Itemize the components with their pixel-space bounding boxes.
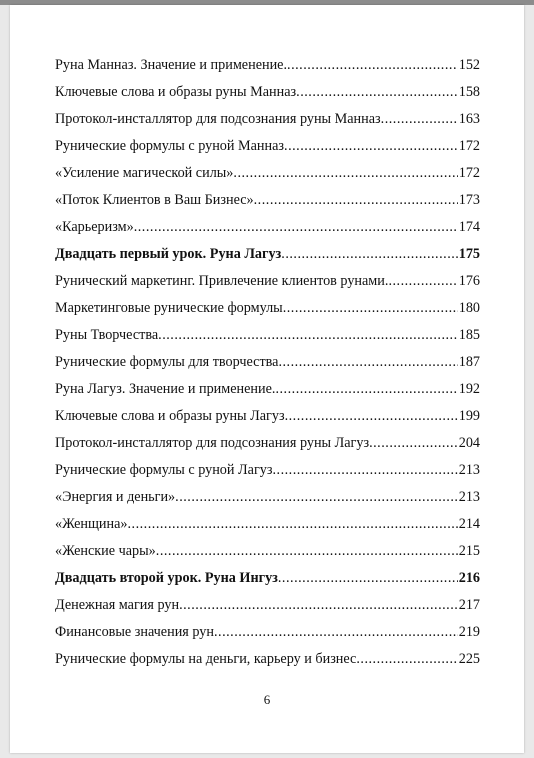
toc-dot-leader [296, 84, 458, 101]
toc-entry [55, 192, 480, 219]
toc-dot-leader [179, 597, 458, 614]
toc-entry-page: 175 [458, 246, 480, 262]
toc-entry-page: 174 [458, 219, 480, 235]
toc-entry-title: Двадцать первый урок. Руна Лагуз [55, 246, 282, 262]
toc-entry-page: 213 [458, 489, 480, 505]
page-number: 6 [263, 692, 271, 707]
toc-entry [55, 300, 480, 327]
toc-entry-page: 192 [458, 381, 480, 397]
document-page [10, 5, 524, 753]
toc-dot-leader [233, 165, 457, 182]
toc-entry [55, 408, 480, 435]
toc-entry-page: 158 [458, 84, 480, 100]
toc-entry-page: 185 [458, 327, 480, 343]
toc-entry-title: «Усиление магической силы» [55, 165, 234, 181]
toc-entry-page: 217 [458, 597, 480, 613]
toc-entry [55, 138, 480, 165]
toc-entry-title: Маркетинговые рунические формулы [55, 300, 283, 316]
toc-entry-title: «Женщина» [55, 516, 128, 532]
toc-entry [55, 273, 480, 300]
toc-entry-title: Денежная магия рун [55, 597, 180, 613]
toc-dot-leader [272, 462, 457, 479]
toc-entry-title: Ключевые слова и образы руны Лагуз [55, 408, 285, 424]
toc-entry-title: «Карьеризм» [55, 219, 134, 235]
toc-entry-page: 187 [458, 354, 480, 370]
toc-entry-page: 172 [458, 138, 480, 154]
toc-dot-leader [175, 489, 458, 506]
toc-entry-title: Рунические формулы для творчества [55, 354, 279, 370]
toc-entry [55, 219, 480, 246]
toc-entry-page: 219 [458, 624, 480, 640]
toc-dot-leader [134, 219, 458, 236]
toc-entry [55, 111, 480, 138]
toc-entry-page: 225 [458, 651, 480, 667]
toc-entry [55, 327, 480, 354]
toc-dot-leader [287, 57, 458, 74]
toc-entry-title: Финансовые значения рун [55, 624, 214, 640]
toc-entry-title: Двадцать второй урок. Руна Ингуз [55, 570, 278, 586]
toc-dot-leader [254, 192, 458, 209]
toc-entry-title: Протокол-инсталлятор для подсознания руны Манназ [55, 111, 381, 127]
toc-entry [55, 543, 480, 570]
toc-dot-leader [388, 273, 457, 290]
toc-entry [55, 165, 480, 192]
toc-entry [55, 57, 480, 84]
toc-dot-leader [284, 138, 458, 155]
toc-entry-title: Руна Манназ. Значение и применение. [55, 57, 288, 73]
toc-dot-leader [214, 624, 458, 641]
toc-entry-page: 176 [458, 273, 480, 289]
toc-entry [55, 435, 480, 462]
toc-dot-leader [278, 570, 458, 587]
toc-entry-title: Рунические формулы с руной Лагуз [55, 462, 273, 478]
toc-dot-leader [281, 246, 457, 263]
toc-entry-title: Ключевые слова и образы руны Манназ [55, 84, 297, 100]
toc-entry [55, 624, 480, 651]
toc-entry-page: 163 [458, 111, 480, 127]
toc-entry-page: 173 [458, 192, 480, 208]
toc-entry [55, 597, 480, 624]
toc-dot-leader [158, 327, 458, 344]
toc-entry-page: 216 [458, 570, 480, 586]
toc-entry-page: 180 [458, 300, 480, 316]
toc-entry [55, 489, 480, 516]
toc-dot-leader [278, 354, 457, 371]
toc-entry [55, 84, 480, 111]
toc-entry-title: Рунические формулы на деньги, карьеру и бизнес [55, 651, 357, 667]
toc-entry [55, 570, 480, 597]
table-of-contents [55, 57, 480, 678]
toc-dot-leader [275, 381, 457, 398]
toc-entry-title: Руна Лагуз. Значение и применение. [55, 381, 276, 397]
toc-entry-title: Рунический маркетинг. Привлечение клиентов рунами. [55, 273, 389, 289]
toc-entry [55, 462, 480, 489]
toc-entry [55, 381, 480, 408]
toc-entry-page: 172 [458, 165, 480, 181]
toc-dot-leader [369, 435, 458, 452]
toc-entry-page: 215 [458, 543, 480, 559]
toc-dot-leader [156, 543, 458, 560]
toc-entry [55, 516, 480, 543]
toc-entry [55, 651, 480, 678]
toc-dot-leader [127, 516, 457, 533]
toc-entry [55, 246, 480, 273]
toc-entry-title: «Поток Клиентов в Ваш Бизнес» [55, 192, 254, 208]
toc-entry-title: Протокол-инсталлятор для подсознания руны Лагуз [55, 435, 370, 451]
toc-dot-leader [381, 111, 458, 128]
toc-dot-leader [356, 651, 457, 668]
toc-entry-title: «Женские чары» [55, 543, 156, 559]
toc-entry-page: 214 [458, 516, 480, 532]
toc-entry-title: «Энергия и деньги» [55, 489, 176, 505]
toc-entry-page: 199 [458, 408, 480, 424]
toc-entry-page: 213 [458, 462, 480, 478]
toc-dot-leader [285, 408, 458, 425]
toc-entry-page: 204 [458, 435, 480, 451]
toc-dot-leader [283, 300, 458, 317]
toc-entry-page: 152 [458, 57, 480, 73]
toc-entry-title: Руны Творчества [55, 327, 159, 343]
toc-entry-title: Рунические формулы с руной Манназ [55, 138, 285, 154]
toc-entry [55, 354, 480, 381]
